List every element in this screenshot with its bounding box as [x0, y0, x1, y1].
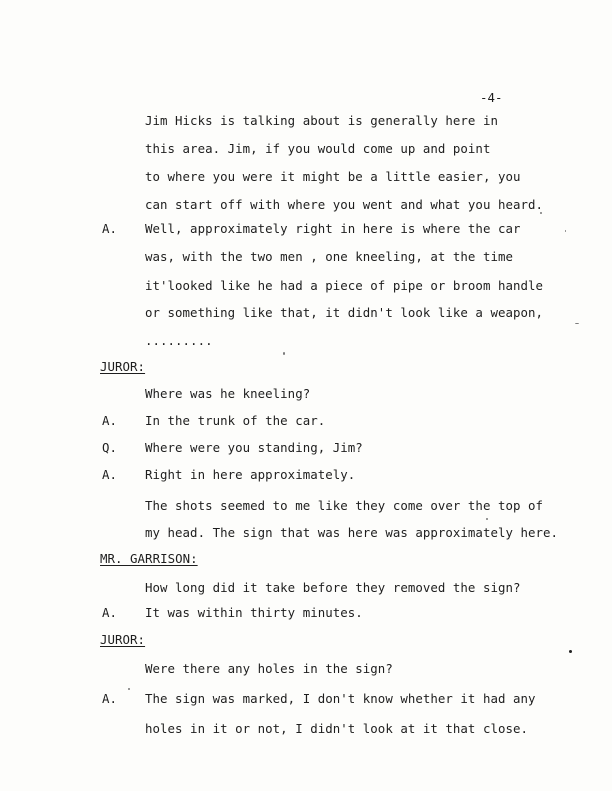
line-prefix: A.: [102, 691, 117, 706]
page-number: -4-: [480, 90, 503, 105]
scan-speck: [283, 352, 285, 355]
scan-speck: [486, 518, 488, 520]
transcript-line: It was within thirty minutes.: [145, 605, 363, 620]
transcript-line: Where was he kneeling?: [145, 386, 311, 401]
transcript-line: .........: [145, 333, 213, 348]
transcript-line: The shots seemed to me like they come over the top of: [145, 498, 544, 513]
transcript-line: this area. Jim, if you would come up and point: [145, 141, 491, 156]
speaker-label: JUROR:: [100, 359, 146, 374]
transcript-line: Well, approximately right in here is where the car: [145, 221, 521, 236]
line-prefix: A.: [102, 221, 117, 236]
transcript-line: or something like that, it didn't look like a weapon,: [145, 305, 544, 320]
speaker-label: MR. GARRISON:: [100, 551, 198, 566]
transcript-line: In the trunk of the car.: [145, 413, 326, 428]
transcript-line: The sign was marked, I don't know whether it had any: [145, 691, 536, 706]
transcript-line: it'looked like he had a piece of pipe or broom handle: [145, 278, 544, 293]
line-prefix: A.: [102, 605, 117, 620]
transcript-line: was, with the two men , one kneeling, at the time: [145, 249, 513, 264]
transcript-line: Jim Hicks is talking about is generally here in: [145, 113, 498, 128]
line-prefix: A.: [102, 413, 117, 428]
scan-speck: [128, 688, 130, 690]
scan-speck: [540, 212, 542, 214]
line-prefix: Q.: [102, 440, 117, 455]
transcript-line: Were there any holes in the sign?: [145, 661, 393, 676]
speaker-label: JUROR:: [100, 632, 146, 647]
transcript-line: to where you were it might be a little easier, you: [145, 169, 521, 184]
scan-speck: [565, 230, 566, 232]
transcript-line: Where were you standing, Jim?: [145, 440, 363, 455]
transcript-line: Right in here approximately.: [145, 467, 356, 482]
scan-speck: [569, 650, 572, 653]
transcript-line: my head. The sign that was here was approximately here.: [145, 525, 559, 540]
line-prefix: A.: [102, 467, 117, 482]
scan-speck: [575, 323, 579, 324]
transcript-line: can start off with where you went and what you heard.: [145, 197, 544, 212]
transcript-line: How long did it take before they removed the sign?: [145, 580, 521, 595]
transcript-line: holes in it or not, I didn't look at it that close.: [145, 721, 528, 736]
